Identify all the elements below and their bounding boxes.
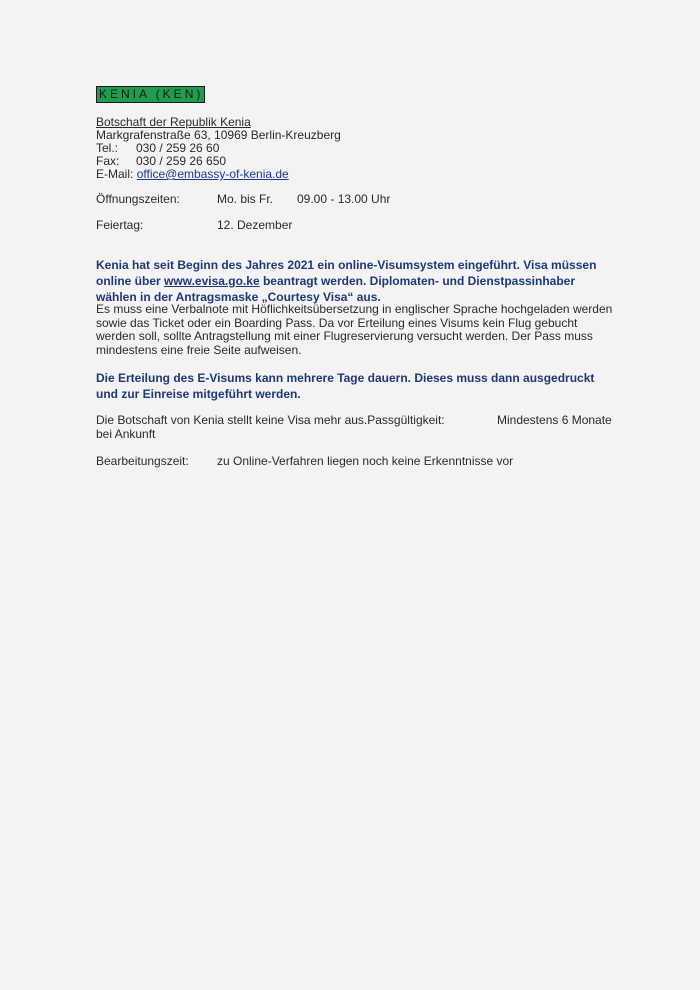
- email-label: E-Mail:: [96, 167, 134, 181]
- holiday-value: 12. Dezember: [217, 218, 293, 232]
- hours-label: Öffnungszeiten:: [96, 192, 180, 206]
- validity-value: Mindestens 6 Monate: [497, 413, 612, 427]
- evisa-notice-text1: Kenia hat seit Beginn des Jahres 2021 ein online-Visumsystem eingeführt. Visa müssen online über: [96, 258, 597, 288]
- validity-cont: bei Ankunft: [96, 427, 156, 441]
- embassy-address: Markgrafenstraße 63, 10969 Berlin-Kreuzberg: [96, 128, 341, 142]
- processing-row: [96, 455, 616, 468]
- processing-value: zu Online-Verfahren liegen noch keine Erkenntnisse vor: [217, 454, 514, 468]
- email-link[interactable]: office@embassy-of-kenia.de: [136, 167, 289, 181]
- holiday-label: Feiertag:: [96, 218, 144, 232]
- tel-value: 030 / 259 26 60: [136, 141, 220, 155]
- fax-label: Fax:: [96, 154, 120, 168]
- evisa-duration-notice: Die Erteilung des E-Visums kann mehrere Tage dauern. Dieses muss dann ausgedruckt und zur Einreise mitgeführt werden.: [96, 371, 595, 401]
- evisa-notice: [96, 257, 616, 305]
- country-heading: KENIA (KEN): [96, 86, 205, 103]
- embassy-name: Botschaft der Republik Kenia: [96, 115, 251, 129]
- validity-text: Die Botschaft von Kenia stellt keine Visa mehr aus.Passgültigkeit:: [96, 413, 445, 427]
- processing-label: Bearbeitungszeit:: [96, 454, 189, 468]
- email-row: [96, 168, 289, 181]
- validity-row: [96, 414, 616, 427]
- evisa-link[interactable]: www.evisa.go.ke: [164, 274, 260, 288]
- holiday-row: [96, 219, 616, 232]
- fax-value: 030 / 259 26 650: [136, 154, 227, 168]
- requirements-paragraph: Es muss eine Verbalnote mit Höflichkeitsübersetzung in englischer Sprache hochgeladen werden sowie das Ticket oder ein Boarding Pass. Da vor Erteilung eines Visums kein Flug gebucht werden soll, sollte Antragstellung mit einer Flugreservierung versucht werden. Der Pass muss mindestens eine freie Seite aufweisen.: [96, 302, 613, 357]
- evisa-notice-text2: beantragt werden. Diplomaten- und Dienstpassinhaber wählen in der Antragsmaske „Courtesy Visa“ aus.: [96, 274, 576, 304]
- tel-label: Tel.:: [96, 141, 119, 155]
- hours-time: 09.00 - 13.00 Uhr: [297, 192, 391, 206]
- hours-days: Mo. bis Fr.: [217, 192, 274, 206]
- hours-row: [96, 193, 616, 206]
